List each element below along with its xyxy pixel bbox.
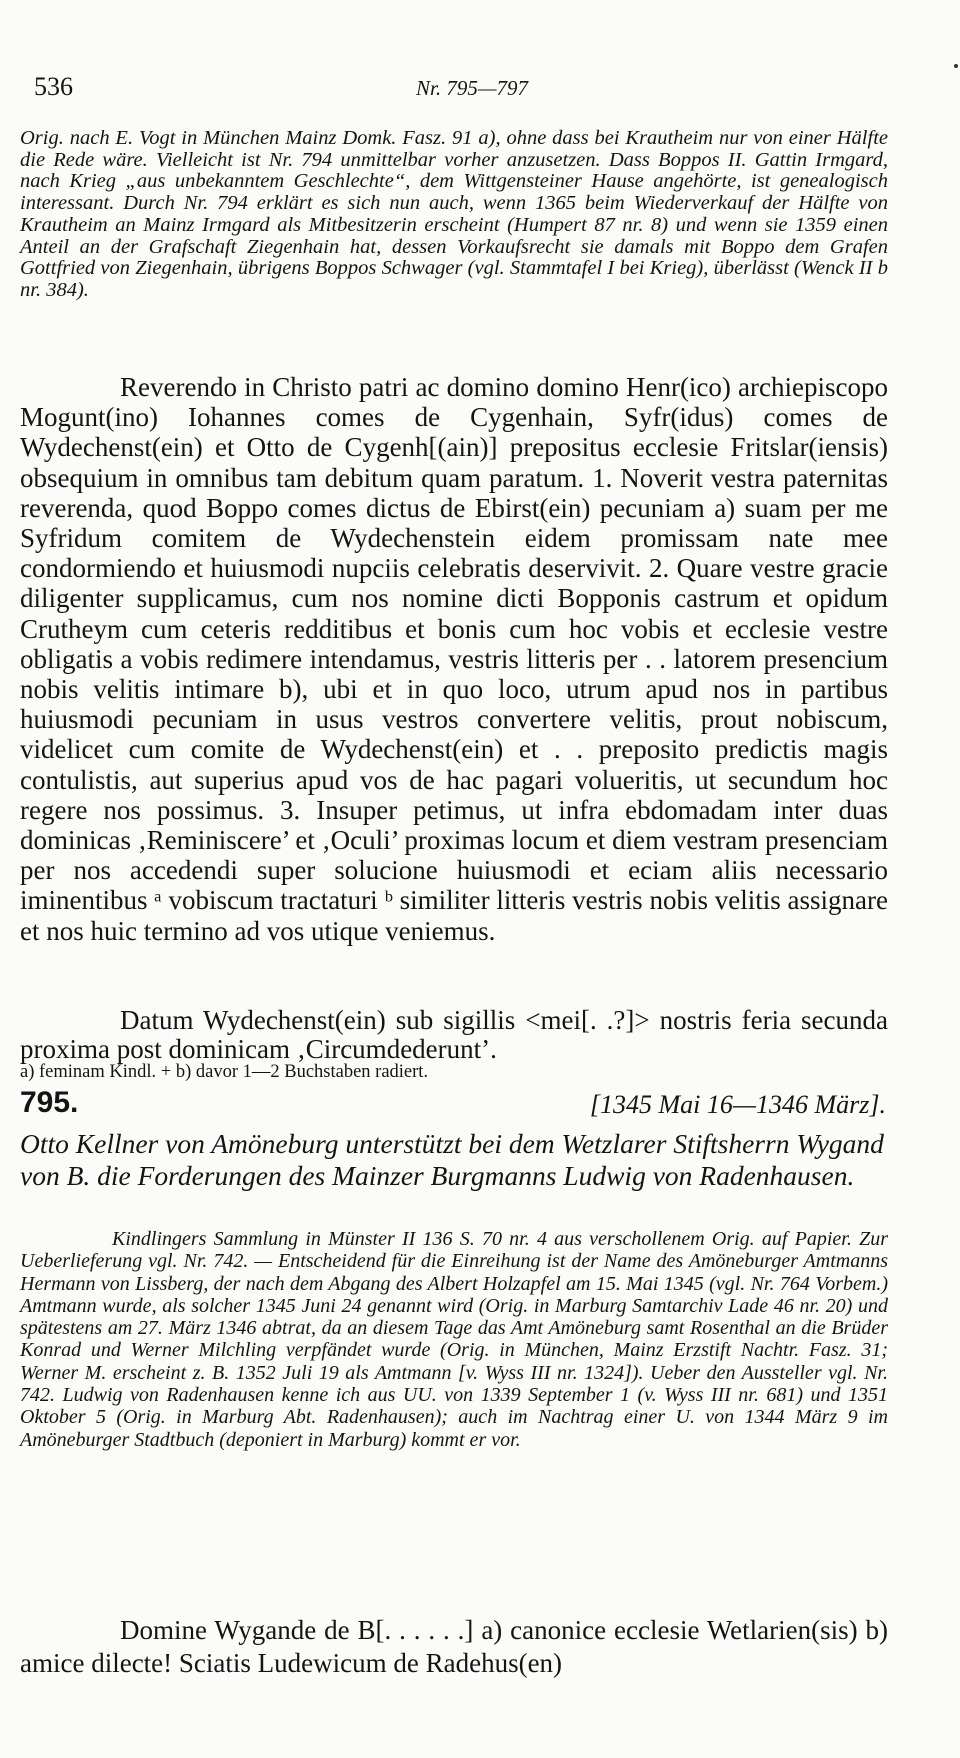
footnote-line: a) feminam Kindl. + b) davor 1—2 Buchstaben radiert. xyxy=(20,1062,429,1082)
regest-text: Otto Kellner von Amöneburg unterstützt bei dem Wetzlarer Stiftsherrn Wygand von B. die Forderungen des Mainzer Burgmanns Ludwig von Radenhausen. xyxy=(20,1128,884,1191)
letter-text-795 xyxy=(20,1614,888,1680)
letter-paragraph: Reverendo in Christo patri ac domino domino Henr(ico) archiepiscopo Mogunt(ino) Iohannes comes de Cygenhain, Syfr(idus) comes de Wydechenst(ein) et Otto de Cygenh[(ain)] prepositus ecclesie Fritslar(iensis) obsequium in omnibus tam debitum quam paratum. 1. Noverit vestra paternitas reverenda, quod Boppo comes dictus de Ebirst(ein) pecuniam a) suam per me Syfridum comitem de Wydechenstein eidem promissam nate mee condormiendo et huiusmodi nupciis celebratis deservivit. 2. Quare vestre gracie diligenter supplicamus, cum nos nomine dicti Bopponis castrum et opidum Crutheym cum ceteris redditibus et bonis cum hoc vobis et ecclesie vestre obligatis a vobis redimere intendamus, vestris litteris per . . latorem presencium nobis velitis intimare b), ubi et in quo loco, utrum apud nos in partibus huiusmodi pecuniam in usus vestros convertere velitis, prout nobiscum, videlicet cum comite de Wydechenst(ein) et . . preposito predictis magis contulistis, aut superius apud vos de hac pagari volueritis, ut secundum hoc regere nos possimus. 3. Insuper petimus, ut infra ebdomadam inter duas dominicas ‚Reminiscere’ et ‚Oculi’ proximas locum et diem vestram presenciam per nos accedendi super solucione huiusmodi et eciam aliis necessario iminentibus ᵃ vobiscum tractaturi ᵇ similiter litteris vestris nobis velitis assignare et nos huic termino ad vos utique veniemus. xyxy=(20,372,888,946)
document-heading xyxy=(20,1086,888,1124)
letter-paragraph-795: Domine Wygande de B[. . . . . .] a) canonice ecclesie Wetlarien(sis) b) amice dilecte! Sciatis Ludewicum de Radehus(en) xyxy=(20,1615,888,1678)
document-number: 795. xyxy=(20,1086,79,1119)
source-note-text: Kindlingers Sammlung in Münster II 136 S. 70 nr. 4 aus verschollenem Orig. auf Papier. Zur Ueberlieferung vgl. Nr. 742. — Entscheidend für die Einreihung ist der Name des Amöneburger Amtmanns Hermann von Lissberg, der nach dem Abgang des Albert Holzapfel am 15. Mai 1345 (vgl. Nr. 764 Vorbem.) Amtmann wurde, als solcher 1345 Juni 24 genannt wird (Orig. in Marburg Samtarchiv Lade 46 nr. 20) und spätestens am 27. März 1346 abtrat, da an diesem Tage das Amt Amöneburg samt Rosenthal an die Brüder Konrad und Werner Milchling verpfändet wurde (Orig. in München, Mainz Erzstift Nachtr. Fasz. 31; Werner M. erscheint z. B. 1352 Juli 19 als Amtmann [v. Wyss III nr. 1324]). Ueber den Aussteller vgl. Nr. 742. Ludwig von Radenhausen kenne ich aus UU. von 1339 September 1 (v. Wyss III nr. 681) und 1351 Oktober 5 (Orig. in Marburg Abt. Radenhausen); auch im Nachtrag einer U. von 1344 März 9 im Amöneburger Stadtbuch (deponiert in Marburg) kommt er vor. xyxy=(20,1228,888,1451)
regest xyxy=(20,1128,888,1192)
page-number: 536 xyxy=(34,72,73,101)
document-date: [1345 Mai 16—1346 März]. xyxy=(589,1090,886,1119)
page-header xyxy=(34,72,884,112)
margin-mark xyxy=(954,64,958,68)
dating-text: Datum Wydechenst(ein) sub sigillis <mei[. .?]> nostris feria secunda proxima post dominicam ‚Circumdederunt’. xyxy=(20,1005,888,1064)
footnotes xyxy=(20,1062,888,1082)
editorial-note-text: Orig. nach E. Vogt in München Mainz Domk. Fasz. 91 a), ohne dass bei Krautheim nur von einer Hälfte die Rede wäre. Vielleicht ist Nr. 794 unmittelbar vorher anzusetzen. Dass Boppos II. Gattin Irmgard, nach Krieg „aus unbekanntem Geschlechte“, dem Wittgensteiner Hause angehörte, ist genealogisch interessant. Durch Nr. 794 erklärt es sich nun auch, wenn 1365 beim Wiederverkauf der Hälfte von Krautheim an Mainz Irmgard als Mitbesitzerin erscheint (Humpert 87 nr. 8) und wenn sie 1359 einen Anteil an der Grafschaft Ziegenhain hat, dessen Vorkaufsrecht sie damals mit Boppo dem Grafen Gottfried von Ziegenhain, übrigens Boppos Schwager (vgl. Stammtafel I bei Krieg), überlässt (Wenck II b nr. 384). xyxy=(20,127,888,301)
running-title: Nr. 795—797 xyxy=(416,76,529,100)
dating-clause xyxy=(20,1006,888,1064)
source-note xyxy=(20,1228,888,1451)
editorial-note xyxy=(20,128,888,302)
letter-text xyxy=(20,372,888,946)
